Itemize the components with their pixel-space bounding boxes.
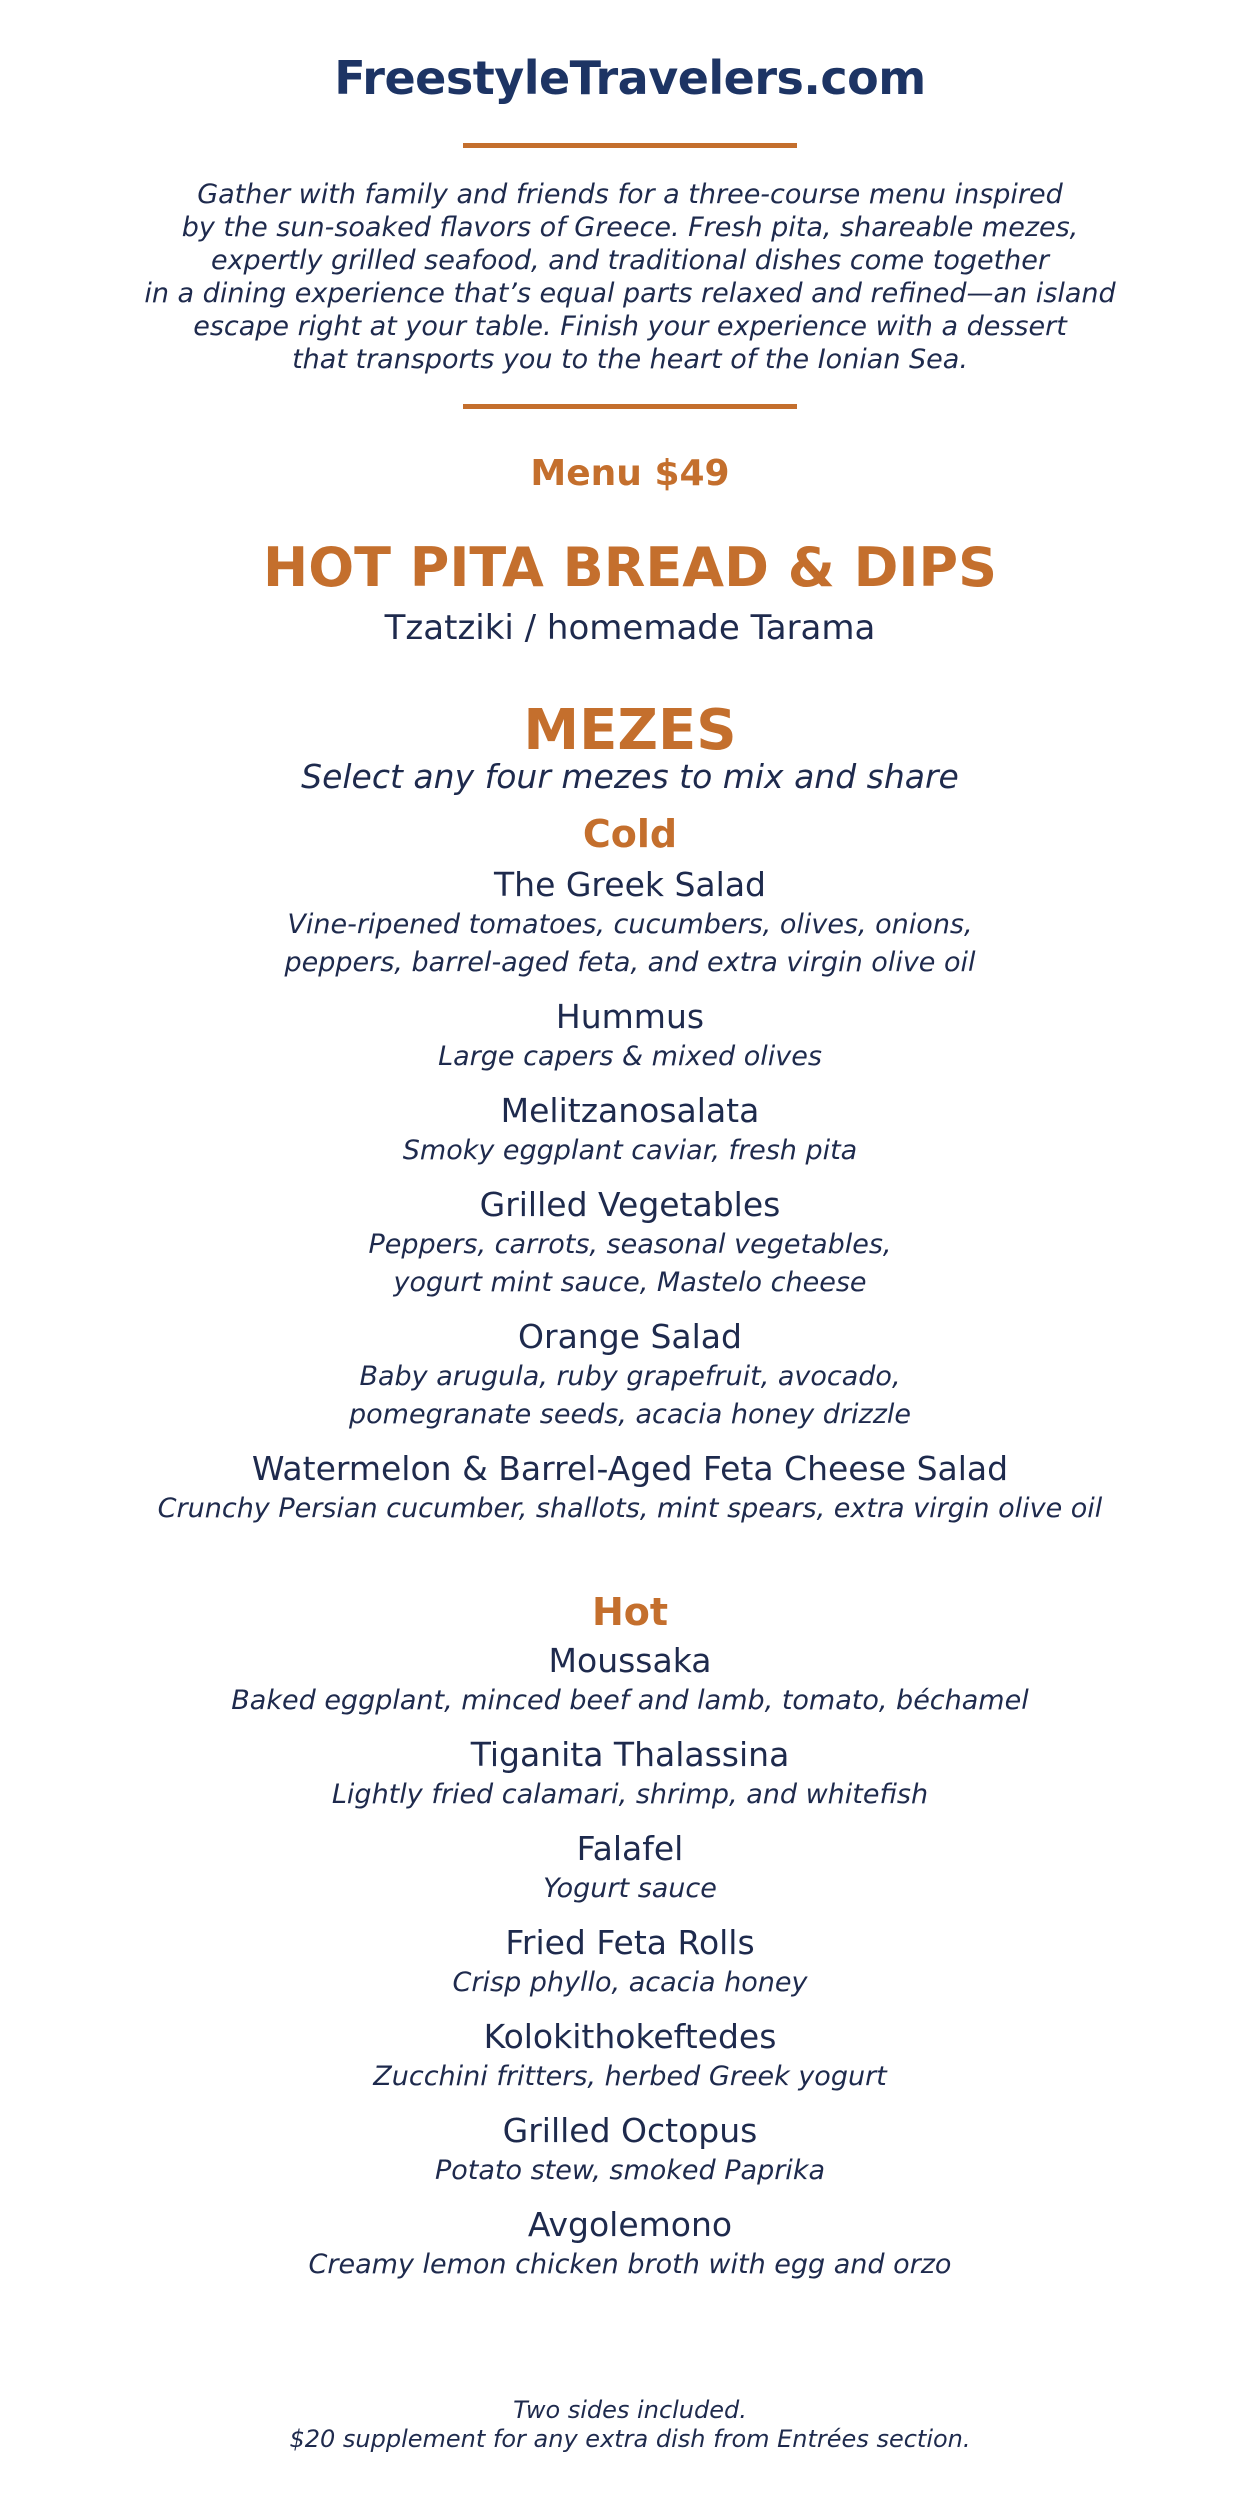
menu-item	[0, 1316, 1260, 1434]
item-description: Zucchini fritters, herbed Greek yogurt	[373, 2061, 887, 2092]
item-description: Vine-ripened tomatoes, cucumbers, olives, onions, peppers, barrel-aged feta, and extra virgin olive oil	[284, 909, 976, 978]
item-name: Grilled Vegetables	[479, 1185, 781, 1224]
item-description: Peppers, carrots, seasonal vegetables, yogurt mint sauce, Mastelo cheese	[368, 1229, 892, 1298]
item-name: Hummus	[555, 997, 705, 1036]
item-name: Moussaka	[548, 1641, 712, 1680]
item-description: Baked eggplant, minced beef and lamb, tomato, béchamel	[231, 1685, 1029, 1716]
cold-items-list	[0, 864, 1260, 1542]
menu-item	[0, 864, 1260, 982]
item-name: Orange Salad	[518, 1317, 742, 1356]
intro-line: escape right at your table. Finish your experience with a dessert	[193, 311, 1067, 342]
menu-item	[0, 1640, 1260, 1720]
mezes-section-subtitle: Select any four mezes to mix and share	[301, 757, 959, 796]
item-description: Crisp phyllo, acacia honey	[452, 1967, 808, 1998]
top-divider	[463, 143, 797, 148]
mezes-section-title: MEZES	[523, 698, 737, 763]
intro-line: in a dining experience that’s equal parts relaxed and refined—an island	[144, 278, 1116, 309]
menu-item	[0, 1734, 1260, 1814]
pita-section-subtitle: Tzatziki / homemade Tarama	[384, 608, 876, 648]
item-description: Yogurt sauce	[543, 1873, 717, 1904]
bottom-divider	[463, 404, 797, 409]
intro-line: Gather with family and friends for a three-course menu inspired	[197, 179, 1063, 210]
item-description: Lightly fried calamari, shrimp, and whitefish	[331, 1779, 929, 1810]
item-name: Tiganita Thalassina	[470, 1735, 790, 1774]
item-description: Large capers & mixed olives	[438, 1041, 822, 1072]
menu-item	[0, 996, 1260, 1076]
menu-item	[0, 2110, 1260, 2190]
menu-item	[0, 1184, 1260, 1302]
item-name: Falafel	[576, 1829, 684, 1868]
hot-items-list	[0, 1640, 1260, 2298]
footer-line: $20 supplement for any extra dish from Entrées section.	[289, 2425, 971, 2453]
menu-item	[0, 1922, 1260, 2002]
item-name: Fried Feta Rolls	[505, 1923, 755, 1962]
intro-paragraph	[100, 178, 1160, 376]
item-description: Crunchy Persian cucumber, shallots, mint spears, extra virgin olive oil	[157, 1493, 1103, 1524]
item-description: Potato stew, smoked Paprika	[434, 2155, 825, 2186]
menu-item	[0, 2204, 1260, 2284]
footer-note	[0, 2396, 1260, 2454]
menu-item	[0, 1090, 1260, 1170]
menu-item	[0, 1828, 1260, 1908]
item-name: Kolokithokeftedes	[483, 2017, 777, 2056]
item-description: Creamy lemon chicken broth with egg and orzo	[308, 2249, 952, 2280]
item-description: Smoky eggplant caviar, fresh pita	[402, 1135, 858, 1166]
hot-heading: Hot	[591, 1590, 669, 1634]
intro-line: by the sun-soaked flavors of Greece. Fresh pita, shareable mezes,	[181, 212, 1079, 243]
footer-line: Two sides included.	[513, 2396, 747, 2424]
item-name: Grilled Octopus	[502, 2111, 758, 2150]
pita-section-title: HOT PITA BREAD & DIPS	[263, 536, 997, 599]
item-description: Baby arugula, ruby grapefruit, avocado, pomegranate seeds, acacia honey drizzle	[349, 1361, 911, 1430]
cold-heading: Cold	[582, 812, 678, 856]
item-name: Melitzanosalata	[500, 1091, 760, 1130]
menu-item	[0, 1448, 1260, 1528]
menu-item	[0, 2016, 1260, 2096]
item-name: Avgolemono	[527, 2205, 733, 2244]
intro-line: that transports you to the heart of the Ionian Sea.	[292, 344, 968, 375]
item-name: The Greek Salad	[494, 865, 766, 904]
site-title: FreestyleTravelers.com	[334, 51, 926, 105]
menu-price: Menu $49	[530, 453, 730, 494]
item-name: Watermelon & Barrel-Aged Feta Cheese Salad	[251, 1449, 1009, 1488]
intro-line: expertly grilled seafood, and traditional dishes come together	[210, 245, 1050, 276]
